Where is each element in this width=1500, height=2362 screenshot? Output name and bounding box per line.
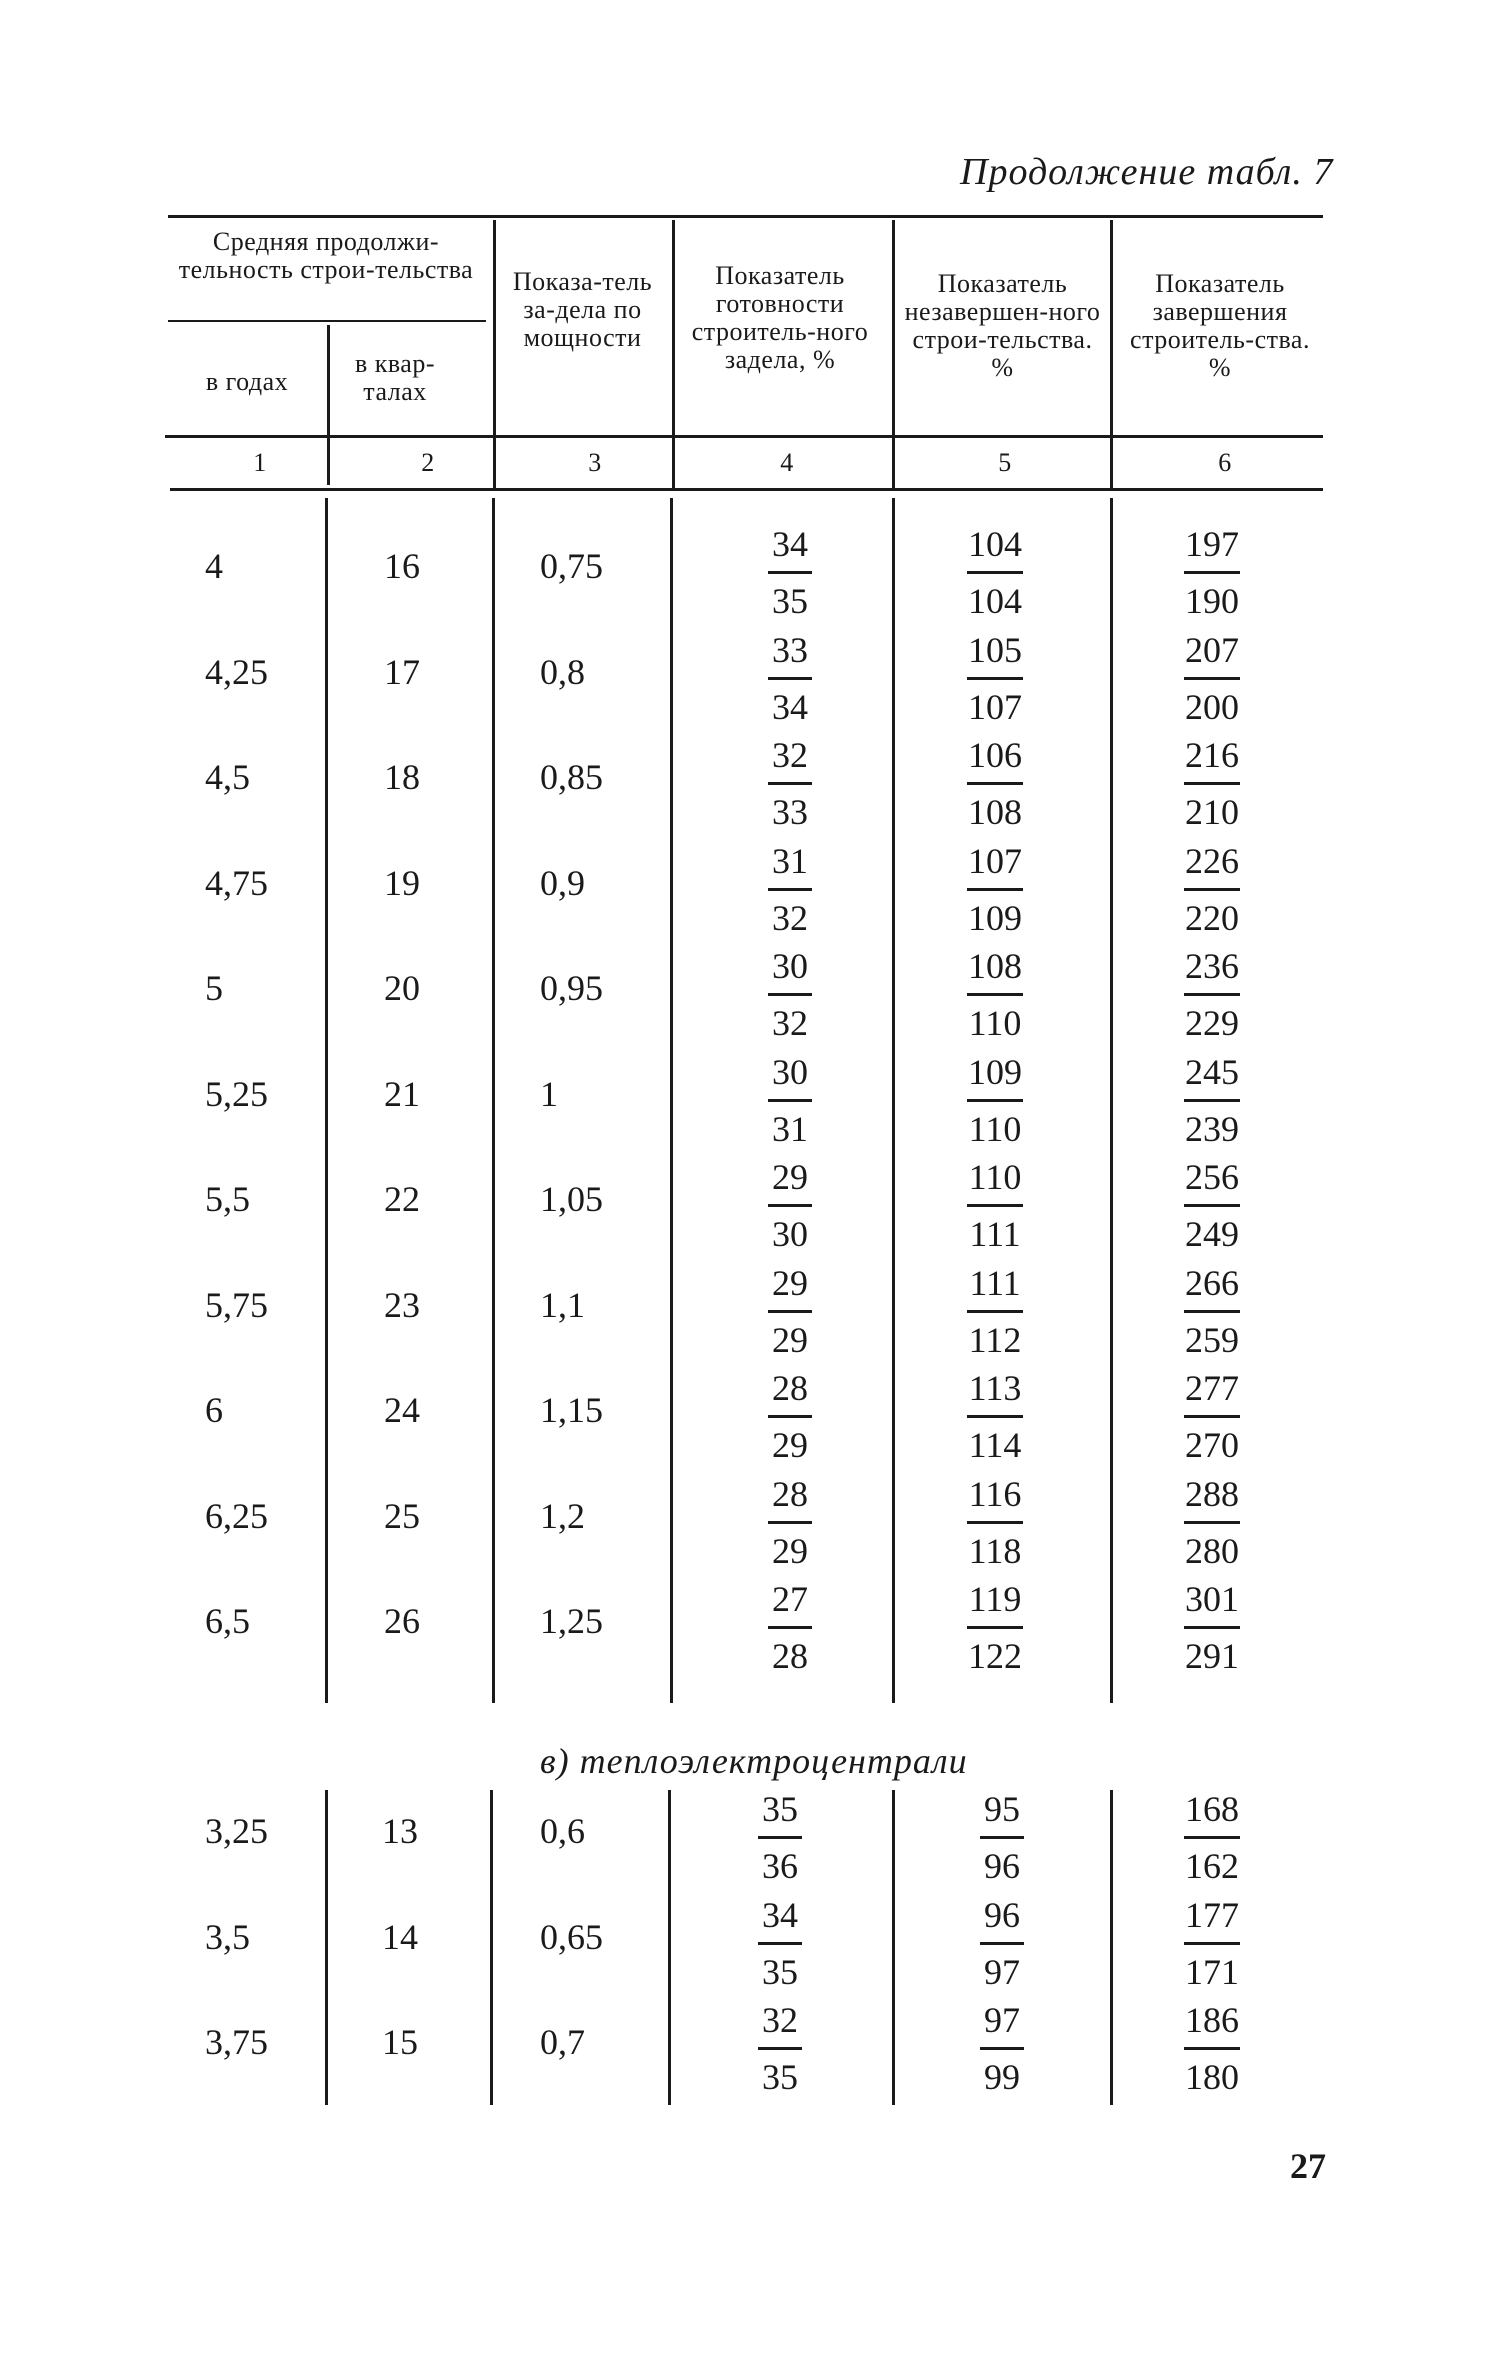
completion-numerator: 277 — [1185, 1368, 1239, 1408]
unfinished-denominator: 107 — [968, 686, 1022, 727]
completion-numerator: 197 — [1185, 524, 1239, 564]
unfinished-numerator: 97 — [984, 2000, 1020, 2040]
fraction-bar — [1184, 888, 1240, 891]
unfinished-denominator: 111 — [969, 1214, 1021, 1254]
unfinished-fraction — [935, 1048, 1055, 1153]
completion-fraction — [1152, 1048, 1272, 1153]
unfinished-numerator: 105 — [968, 629, 1022, 670]
unfinished-fraction — [935, 731, 1055, 836]
fraction-bar — [1184, 1310, 1240, 1313]
capacity-cell: 0,7 — [540, 2022, 585, 2062]
unfinished-fraction — [935, 942, 1055, 1047]
fraction-bar — [768, 888, 812, 891]
column-number: 2 — [421, 448, 435, 477]
fraction-bar — [967, 782, 1023, 785]
completion-fraction — [1152, 1996, 1272, 2101]
completion-numerator: 236 — [1185, 946, 1239, 986]
fraction-bar — [1184, 571, 1240, 574]
years-cell: 5,75 — [205, 1284, 268, 1325]
years-cell: 5,5 — [205, 1179, 250, 1219]
completion-numerator: 301 — [1185, 1579, 1239, 1619]
section-b-divider-2 — [325, 1790, 328, 2105]
fraction-bar — [1184, 2047, 1240, 2050]
readiness-fraction — [720, 1996, 840, 2101]
unfinished-numerator: 108 — [968, 946, 1022, 986]
quarters-cell: 25 — [384, 1495, 420, 1536]
completion-numerator: 168 — [1185, 1789, 1239, 1829]
header-divider-6 — [1110, 220, 1113, 490]
years-cell: 4,75 — [205, 862, 268, 903]
readiness-denominator: 35 — [762, 2057, 798, 2097]
completion-numerator: 186 — [1185, 2000, 1239, 2040]
completion-fraction — [1152, 520, 1272, 625]
readiness-fraction — [730, 1259, 850, 1364]
header-bottom-rule — [165, 435, 1323, 438]
table-caption: Продолжение табл. 7 — [960, 151, 1334, 193]
fraction-bar — [1184, 677, 1240, 680]
unfinished-numerator: 104 — [968, 524, 1022, 564]
capacity-cell: 0,65 — [540, 1916, 603, 1957]
header-completion: Показатель завершения строитель-ства. % — [1130, 269, 1310, 382]
fraction-bar — [758, 1942, 802, 1945]
completion-fraction — [1152, 837, 1272, 942]
column-number: 1 — [253, 448, 267, 477]
readiness-numerator: 28 — [772, 1368, 808, 1408]
section-b-divider-3 — [490, 1790, 493, 2105]
unfinished-denominator: 97 — [984, 1951, 1020, 1992]
fraction-bar — [768, 1204, 812, 1207]
completion-fraction — [1152, 942, 1272, 1047]
quarters-cell: 18 — [384, 757, 420, 797]
unfinished-fraction — [935, 626, 1055, 731]
unfinished-numerator: 113 — [968, 1368, 1022, 1408]
readiness-fraction — [730, 1575, 850, 1680]
completion-numerator: 266 — [1185, 1262, 1239, 1303]
years-cell: 6 — [205, 1390, 223, 1430]
readiness-denominator: 33 — [772, 792, 808, 832]
readiness-denominator: 29 — [772, 1530, 808, 1571]
unfinished-fraction — [935, 520, 1055, 625]
completion-denominator: 210 — [1185, 792, 1239, 832]
readiness-fraction — [730, 731, 850, 836]
unfinished-fraction — [935, 1470, 1055, 1575]
completion-fraction — [1152, 1259, 1272, 1364]
unfinished-denominator: 114 — [968, 1425, 1022, 1465]
completion-fraction — [1152, 1364, 1272, 1469]
completion-numerator: 207 — [1185, 629, 1239, 670]
completion-fraction — [1152, 1891, 1272, 1996]
readiness-denominator: 32 — [772, 897, 808, 938]
completion-denominator: 180 — [1185, 2057, 1239, 2097]
readiness-fraction — [720, 1891, 840, 1996]
fraction-bar — [758, 2047, 802, 2050]
years-cell: 3,5 — [205, 1916, 250, 1957]
section-title: в) теплоэлектроцентрали — [540, 1741, 968, 1781]
readiness-numerator: 31 — [772, 840, 808, 881]
header-readiness: Показатель готовности строитель-ного задела, % — [691, 261, 869, 374]
fraction-bar — [1184, 993, 1240, 996]
body-divider-2 — [325, 498, 328, 1703]
fraction-bar — [1184, 1521, 1240, 1524]
body-divider-4 — [670, 498, 673, 1703]
fraction-bar — [980, 1836, 1024, 1839]
completion-fraction — [1152, 1153, 1272, 1258]
quarters-cell: 17 — [384, 651, 420, 692]
fraction-bar — [1184, 1415, 1240, 1418]
fraction-bar — [1184, 782, 1240, 785]
fraction-bar — [967, 888, 1023, 891]
unfinished-fraction — [935, 1575, 1055, 1680]
unfinished-denominator: 99 — [984, 2057, 1020, 2097]
readiness-numerator: 32 — [762, 2000, 798, 2040]
quarters-cell: 26 — [384, 1601, 420, 1641]
fraction-bar — [758, 1836, 802, 1839]
readiness-denominator: 31 — [772, 1108, 808, 1149]
unfinished-fraction — [935, 1259, 1055, 1364]
years-cell: 5,25 — [205, 1073, 268, 1114]
column-number: 4 — [780, 448, 794, 477]
group-header-rule — [168, 320, 486, 322]
fraction-bar — [768, 571, 812, 574]
readiness-numerator: 27 — [772, 1579, 808, 1619]
unfinished-denominator: 109 — [968, 897, 1022, 938]
header-quarters: в квар-талах — [354, 349, 436, 406]
years-cell: 6,25 — [205, 1495, 268, 1536]
fraction-bar — [1184, 1626, 1240, 1629]
readiness-numerator: 28 — [772, 1473, 808, 1514]
unfinished-denominator: 96 — [984, 1846, 1020, 1886]
completion-denominator: 239 — [1185, 1108, 1239, 1149]
unfinished-fraction — [942, 1996, 1062, 2101]
years-cell: 6,5 — [205, 1601, 250, 1641]
quarters-cell: 20 — [384, 968, 420, 1008]
capacity-cell: 1,1 — [540, 1284, 585, 1325]
fraction-bar — [768, 677, 812, 680]
readiness-numerator: 30 — [772, 946, 808, 986]
unfinished-numerator: 111 — [969, 1262, 1021, 1303]
capacity-cell: 0,95 — [540, 968, 603, 1008]
capacity-cell: 0,6 — [540, 1811, 585, 1851]
completion-numerator: 177 — [1185, 1894, 1239, 1935]
completion-denominator: 171 — [1185, 1951, 1239, 1992]
fraction-bar — [967, 993, 1023, 996]
unfinished-numerator: 96 — [984, 1894, 1020, 1935]
quarters-cell: 16 — [384, 546, 420, 586]
completion-fraction — [1152, 1470, 1272, 1575]
years-cell: 5 — [205, 968, 223, 1008]
capacity-cell: 1,2 — [540, 1495, 585, 1536]
readiness-numerator: 34 — [762, 1894, 798, 1935]
header-divider-2 — [327, 325, 330, 485]
unfinished-numerator: 109 — [968, 1051, 1022, 1092]
unfinished-numerator: 119 — [968, 1579, 1022, 1619]
readiness-fraction — [730, 1153, 850, 1258]
completion-denominator: 229 — [1185, 1003, 1239, 1043]
section-b-divider-6 — [1110, 1790, 1113, 2105]
completion-denominator: 200 — [1185, 686, 1239, 727]
unfinished-fraction — [942, 1891, 1062, 1996]
quarters-cell: 14 — [382, 1916, 418, 1957]
capacity-cell: 1,15 — [540, 1390, 603, 1430]
readiness-denominator: 30 — [772, 1214, 808, 1254]
readiness-denominator: 29 — [772, 1319, 808, 1360]
fraction-bar — [967, 1626, 1023, 1629]
completion-denominator: 249 — [1185, 1214, 1239, 1254]
fraction-bar — [980, 2047, 1024, 2050]
column-number: 5 — [998, 448, 1012, 477]
years-cell: 3,25 — [205, 1811, 268, 1851]
readiness-numerator: 35 — [762, 1789, 798, 1829]
readiness-denominator: 32 — [772, 1003, 808, 1043]
unfinished-denominator: 118 — [968, 1530, 1022, 1571]
quarters-cell: 22 — [384, 1179, 420, 1219]
readiness-fraction — [730, 1470, 850, 1575]
fraction-bar — [967, 677, 1023, 680]
unfinished-denominator: 104 — [968, 581, 1022, 621]
header-capacity-backlog: Показа-тель за-дела по мощности — [512, 267, 653, 352]
header-divider-4 — [672, 220, 675, 490]
unfinished-denominator: 112 — [968, 1319, 1022, 1360]
section-b-divider-4 — [668, 1790, 671, 2105]
fraction-bar — [768, 993, 812, 996]
page-number: 27 — [1290, 2146, 1326, 2186]
column-number: 3 — [588, 448, 602, 477]
completion-denominator: 190 — [1185, 581, 1239, 621]
quarters-cell: 19 — [384, 862, 420, 903]
readiness-denominator: 36 — [762, 1846, 798, 1886]
completion-fraction — [1152, 731, 1272, 836]
readiness-numerator: 30 — [772, 1051, 808, 1092]
readiness-denominator: 29 — [772, 1425, 808, 1465]
fraction-bar — [967, 1415, 1023, 1418]
unfinished-numerator: 95 — [984, 1789, 1020, 1829]
completion-fraction — [1152, 626, 1272, 731]
readiness-numerator: 29 — [772, 1157, 808, 1197]
years-cell: 4,5 — [205, 757, 250, 797]
fraction-bar — [967, 571, 1023, 574]
fraction-bar — [768, 1626, 812, 1629]
header-unfinished: Показатель незавершен-ного строи-тельства. % — [904, 269, 1101, 382]
completion-denominator: 280 — [1185, 1530, 1239, 1571]
readiness-fraction — [730, 1048, 850, 1153]
completion-denominator: 220 — [1185, 897, 1239, 938]
unfinished-numerator: 107 — [968, 840, 1022, 881]
fraction-bar — [1184, 1836, 1240, 1839]
completion-denominator: 162 — [1185, 1846, 1239, 1886]
readiness-fraction — [730, 626, 850, 731]
readiness-numerator: 34 — [772, 524, 808, 564]
fraction-bar — [1184, 1942, 1240, 1945]
completion-numerator: 245 — [1185, 1051, 1239, 1092]
completion-numerator: 216 — [1185, 735, 1239, 775]
years-cell: 4,25 — [205, 651, 268, 692]
capacity-cell: 0,75 — [540, 546, 603, 586]
unfinished-fraction — [935, 1364, 1055, 1469]
column-number-rule — [170, 488, 1323, 491]
unfinished-numerator: 106 — [968, 735, 1022, 775]
readiness-denominator: 28 — [772, 1636, 808, 1676]
completion-denominator: 270 — [1185, 1425, 1239, 1465]
column-number: 6 — [1218, 448, 1232, 477]
fraction-bar — [768, 782, 812, 785]
completion-fraction — [1152, 1785, 1272, 1890]
unfinished-fraction — [935, 837, 1055, 942]
capacity-cell: 0,9 — [540, 862, 585, 903]
unfinished-denominator: 108 — [968, 792, 1022, 832]
readiness-numerator: 32 — [772, 735, 808, 775]
capacity-cell: 1 — [540, 1073, 558, 1114]
unfinished-numerator: 110 — [968, 1157, 1022, 1197]
body-divider-3 — [492, 498, 495, 1703]
body-divider-5 — [892, 498, 895, 1703]
readiness-fraction — [730, 520, 850, 625]
quarters-cell: 24 — [384, 1390, 420, 1430]
completion-denominator: 291 — [1185, 1636, 1239, 1676]
unfinished-denominator: 122 — [968, 1636, 1022, 1676]
section-b-divider-5 — [892, 1790, 895, 2105]
unfinished-denominator: 110 — [968, 1108, 1022, 1149]
header-duration-group: Средняя продолжи-тельность строи-тельства — [178, 227, 474, 284]
capacity-cell: 0,8 — [540, 651, 585, 692]
readiness-fraction — [730, 837, 850, 942]
years-cell: 4 — [205, 546, 223, 586]
completion-numerator: 288 — [1185, 1473, 1239, 1514]
fraction-bar — [768, 1415, 812, 1418]
readiness-fraction — [720, 1785, 840, 1890]
header-top-rule — [168, 215, 1323, 218]
completion-fraction — [1152, 1575, 1272, 1680]
fraction-bar — [967, 1310, 1023, 1313]
unfinished-denominator: 110 — [968, 1003, 1022, 1043]
fraction-bar — [1184, 1204, 1240, 1207]
capacity-cell: 0,85 — [540, 757, 603, 797]
fraction-bar — [1184, 1099, 1240, 1102]
readiness-denominator: 35 — [772, 581, 808, 621]
header-divider-3 — [493, 220, 496, 490]
readiness-denominator: 34 — [772, 686, 808, 727]
capacity-cell: 1,05 — [540, 1179, 603, 1219]
readiness-fraction — [730, 1364, 850, 1469]
fraction-bar — [967, 1099, 1023, 1102]
quarters-cell: 15 — [382, 2022, 418, 2062]
quarters-cell: 23 — [384, 1284, 420, 1325]
fraction-bar — [967, 1521, 1023, 1524]
fraction-bar — [768, 1099, 812, 1102]
unfinished-fraction — [935, 1153, 1055, 1258]
readiness-denominator: 35 — [762, 1951, 798, 1992]
quarters-cell: 13 — [382, 1811, 418, 1851]
readiness-numerator: 33 — [772, 629, 808, 670]
fraction-bar — [980, 1942, 1024, 1945]
body-divider-6 — [1110, 498, 1113, 1703]
unfinished-numerator: 116 — [968, 1473, 1022, 1514]
quarters-cell: 21 — [384, 1073, 420, 1114]
readiness-numerator: 29 — [772, 1262, 808, 1303]
completion-numerator: 226 — [1185, 840, 1239, 881]
capacity-cell: 1,25 — [540, 1601, 603, 1641]
fraction-bar — [768, 1310, 812, 1313]
header-divider-5 — [892, 220, 895, 490]
header-years: в годах — [205, 367, 289, 396]
fraction-bar — [768, 1521, 812, 1524]
readiness-fraction — [730, 942, 850, 1047]
completion-denominator: 259 — [1185, 1319, 1239, 1360]
unfinished-fraction — [942, 1785, 1062, 1890]
years-cell: 3,75 — [205, 2022, 268, 2062]
fraction-bar — [967, 1204, 1023, 1207]
completion-numerator: 256 — [1185, 1157, 1239, 1197]
